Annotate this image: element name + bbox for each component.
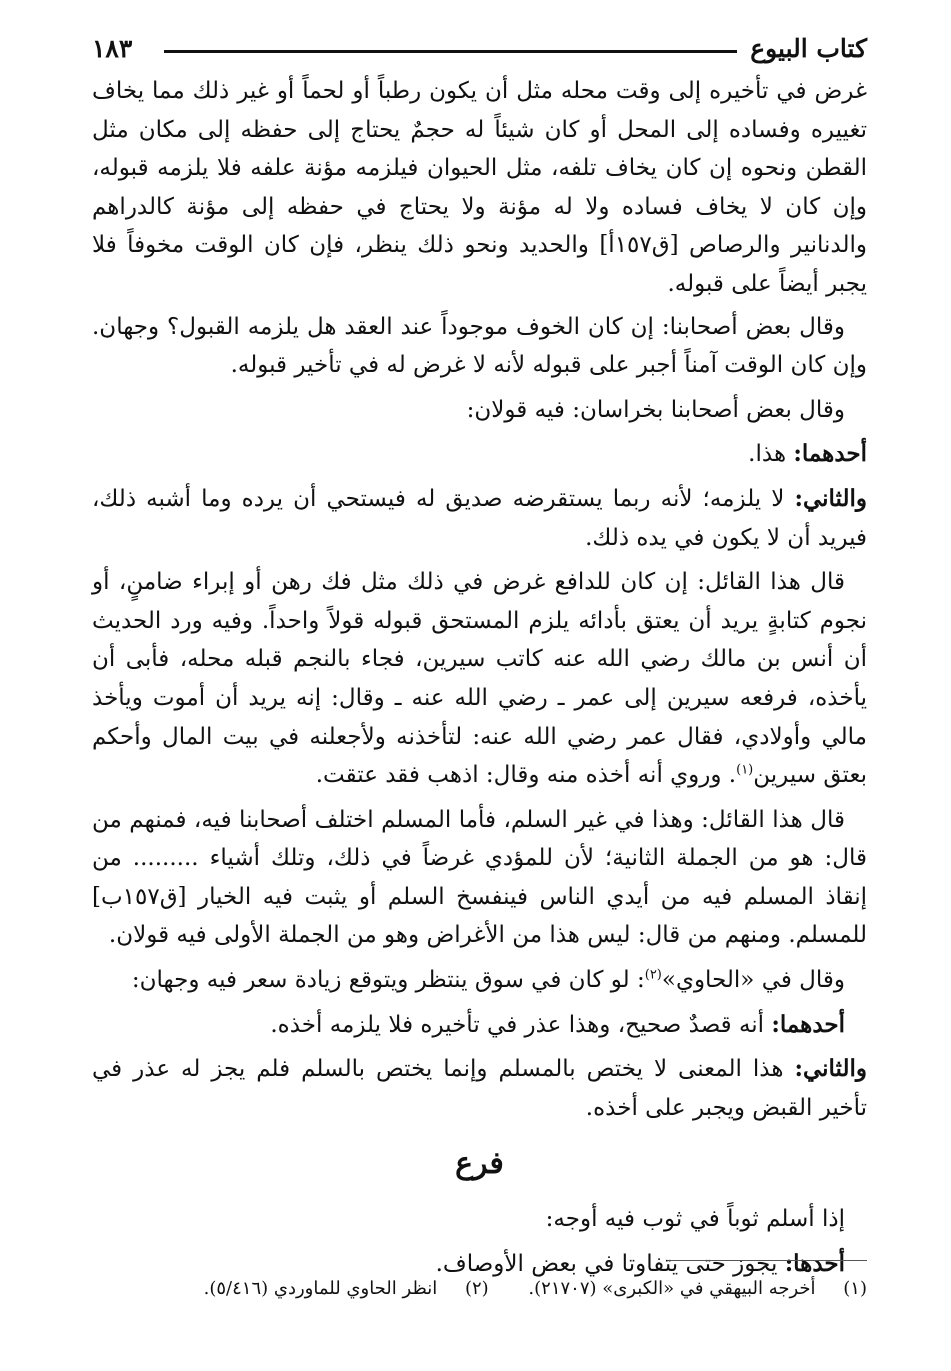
paragraph-text: وقال في «الحاوي» (661, 967, 845, 994)
paragraph-text: إذا أسلم ثوباً في ثوب فيه أوجه: (545, 1206, 845, 1233)
paragraph-lead: أحدهما: (793, 440, 867, 468)
paragraph-text: يجوز حتى يتفاوتا في بعض الأوصاف. (435, 1250, 778, 1277)
footnote-text: انظر الحاوي للماوردي (٥/٤١٦). (203, 1278, 438, 1299)
paragraph (92, 1200, 867, 1239)
running-title: كتاب البيوع (750, 34, 867, 63)
footnote-ref: (٢) (644, 967, 662, 983)
paragraph-text: وقال بعض أصحابنا: إن كان الخوف موجوداً عند العقد هل يلزمه القبول؟ وجهان. وإن كان الوقت آمناً أجبر على قبوله لأنه لا غرض له في تأخير قبوله. (92, 313, 867, 379)
paragraph-text: لا يلزمه؛ لأنه ربما يستقرضه صديق له فيستحي أن يرده وما أشبه ذلك، فيريد أن لا يكون في يده ذلك. (92, 485, 867, 551)
paragraph-text: قال هذا القائل: إن كان للدافع غرض في ذلك مثل فك رهن أو إبراء ضامنٍ، أو نجوم كتابةٍ يريد أن يعتق بأدائه يلزم المستحق قبوله قولاً واحداً. وفيه ورد الحديث أن أنس بن مالك رضي الله عنه كاتب سيرين، فجاء بالنجم قبله محله، فأبى أن يأخذه، فرفعه سيرين إلى عمر ـ رضي الله عنه ـ وقال: إنه يريد أن أموت ويأخذ مالي وأولادي، فقال عمر رضي الله عنه: لتأخذنه ولأجعلنه في بيت المال وأحكم بعتق سيرين (92, 569, 867, 789)
page-header (92, 28, 867, 68)
header-rule (164, 50, 737, 53)
paragraph-text: هذا المعنى لا يختص بالمسلم وإنما يختص بالسلم فلم يجز له عذر في تأخير القبض ويجبر على أخذه. (92, 1056, 867, 1121)
section-heading: فرع (455, 1146, 504, 1182)
paragraph-tail: : لو كان في سوق ينتظر ويتوقع زيادة سعر فيه وجهان: (131, 967, 645, 994)
paragraph-text: أنه قصدٌ صحيح، وهذا عذر في تأخيره فلا يلزمه أخذه. (270, 1011, 765, 1038)
paragraph-lead: أحدها: (784, 1249, 845, 1277)
paragraph (92, 801, 867, 955)
paragraph-lead: أحدهما: (771, 1010, 845, 1038)
paragraph-hadith (92, 563, 867, 795)
paragraph-text: هذا. (748, 441, 787, 468)
footnote-ref: (١) (736, 762, 754, 778)
paragraph-first-opinion (92, 1006, 867, 1045)
footnote-text: أخرجه البيهقي في «الكبرى» (٢١٧٠٧). (528, 1278, 816, 1299)
paragraph-text: قال هذا القائل: وهذا في غير السلم، فأما المسلم اختلف أصحابنا فيه، فمنهم من قال: هو من الجملة الثانية؛ لأن للمؤدي غرضاً في ذلك، وتلك أشياء ......... من إنقاذ المسلم فيه من أيدي الناس فينفسخ السلم أو يثبت فيه الخيار [ق١٥٧ب] للمسلم. ومنهم من قال: ليس هذا من الأغراض وهو من الجملة الأولى فيه قولان. (92, 806, 867, 949)
paragraph-first-opinion (92, 435, 867, 474)
page-number: ١٨٣ (92, 34, 133, 63)
paragraph-hawi (92, 961, 867, 1000)
paragraph-lead: والثاني: (794, 1055, 867, 1083)
paragraph-text: غرض في تأخيره إلى وقت محله مثل أن يكون رطباً أو لحماً أو غير ذلك مما يخاف تغييره وفساده إلى المحل أو كان شيئاً له حجمٌ يحتاج إلى حفظه إلى مكان مثل القطن ونحوه إن كان يخاف تلفه، مثل الحيوان فيلزمه مؤنة علفه فلا يلزمه قبوله، وإن كان لا يخاف فساده ولا له مؤنة ولا يحتاج في حفظه إلى مؤنة كالدراهم والدنانير والرصاص [ق١٥٧أ] والحديد ونحو ذلك ينظر، فإن كان الوقت مخوفاً فلا يجبر أيضاً على قبوله. (92, 78, 868, 297)
paragraph-second-opinion (92, 1050, 867, 1127)
paragraph-text: وقال بعض أصحابنا بخراسان: فيه قولان: (466, 396, 845, 423)
footnote (204, 1274, 489, 1304)
footnote-number: (١) (843, 1278, 867, 1299)
main-text (92, 72, 867, 1289)
footnotes (92, 1274, 867, 1304)
footnote-number: (٢) (464, 1278, 489, 1299)
footnote (528, 1274, 867, 1304)
paragraph-lead: والثاني: (794, 484, 867, 512)
paragraph (92, 308, 867, 385)
paragraph (92, 391, 867, 430)
paragraph-continuation (92, 72, 867, 304)
footnote-separator (667, 1260, 867, 1261)
paragraph-second-opinion (92, 480, 867, 557)
paragraph-tail: . وروي أنه أخذه منه وقال: اذهب فقد عتقت. (315, 762, 737, 789)
